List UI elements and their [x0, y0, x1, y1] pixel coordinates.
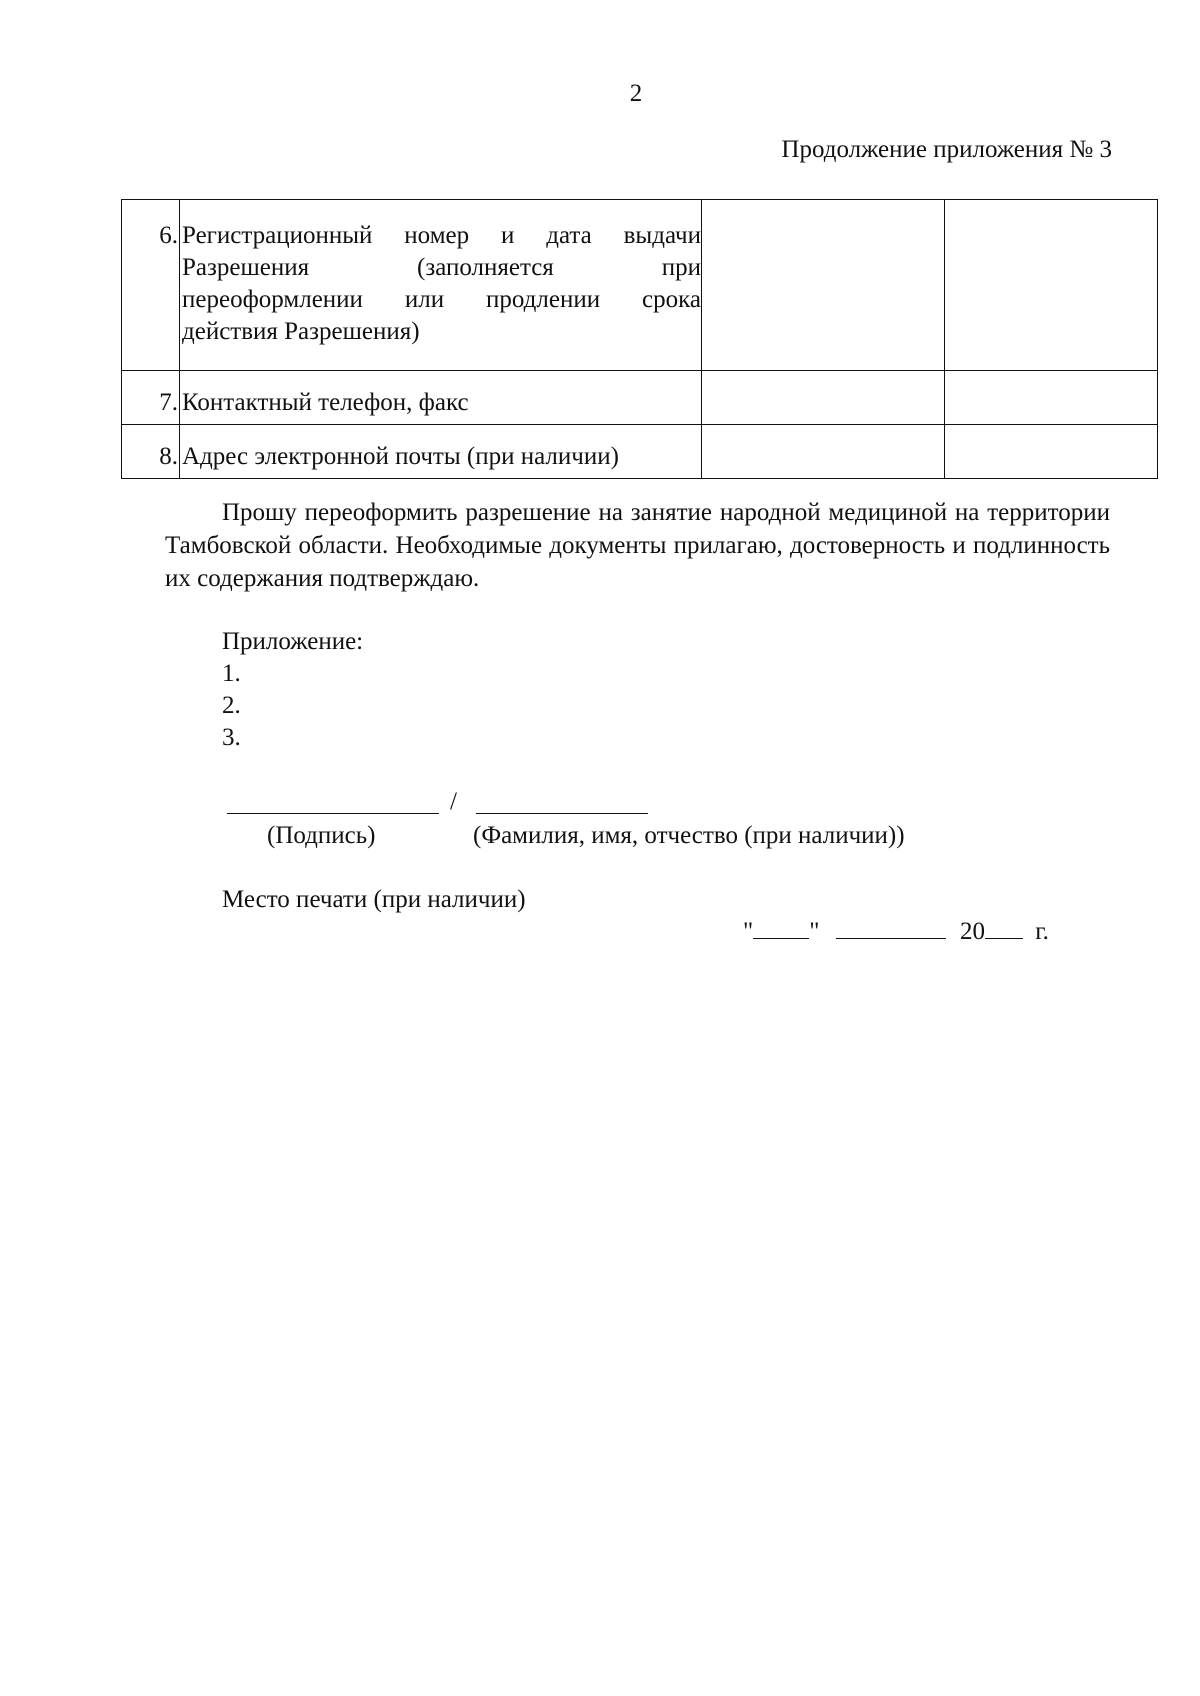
date-line [743, 918, 1049, 946]
date-close-quote: " [809, 918, 820, 945]
attachments-heading: Приложение: [222, 628, 364, 655]
row-value-field[interactable] [702, 425, 945, 479]
signature-separator: / [450, 788, 457, 815]
row-number: 6. [122, 200, 180, 371]
row-label-line: действия Разрешения) [182, 318, 420, 345]
date-year-prefix: 20 [959, 918, 985, 945]
date-year-field[interactable] [985, 918, 1023, 939]
date-day-field[interactable] [753, 918, 809, 939]
row-value-field[interactable] [945, 200, 1158, 371]
row-label [180, 425, 702, 479]
table-row [122, 371, 1158, 425]
date-month-field[interactable] [836, 918, 946, 939]
row-value-field[interactable] [945, 425, 1158, 479]
row-label-line: Адрес электронной почты (при наличии) [182, 443, 619, 470]
attachment-item[interactable]: 1. [222, 660, 241, 687]
row-label [180, 200, 702, 371]
full-name-line[interactable] [476, 813, 648, 814]
attachments-list [222, 626, 363, 754]
row-label-line: Регистрационный номер и дата выдачи [182, 222, 701, 249]
request-paragraph: Прошу переоформить разрешение на занятие народной медициной на территории Тамбовской области. Необходимые документы прилагаю, достоверность и подлинность их содержания подтверждаю. [165, 499, 1110, 592]
row-label-line: переоформлении или продлении срока [182, 286, 701, 313]
table-row [122, 425, 1158, 479]
full-name-caption: (Фамилия, имя, отчество (при наличии)) [473, 822, 905, 849]
row-value-field[interactable] [702, 371, 945, 425]
application-form-table [121, 199, 1158, 479]
row-value-field[interactable] [702, 200, 945, 371]
row-number: 8. [122, 425, 180, 479]
row-label-line: Разрешения (заполняется при [182, 254, 701, 281]
signature-line[interactable] [227, 813, 439, 814]
row-value-field[interactable] [945, 371, 1158, 425]
row-number: 7. [122, 371, 180, 425]
signature-caption: (Подпись) [267, 822, 376, 849]
attachment-item[interactable]: 3. [222, 724, 241, 751]
table-row [122, 200, 1158, 371]
date-year-suffix: г. [1035, 918, 1049, 945]
page-number: 2 [629, 80, 643, 107]
appendix-header: Продолжение приложения № 3 [781, 136, 1112, 163]
row-label [180, 371, 702, 425]
row-label-line: Контактный телефон, факс [182, 389, 469, 416]
attachment-item[interactable]: 2. [222, 692, 241, 719]
date-open-quote: " [743, 918, 754, 945]
stamp-place-label: Место печати (при наличии) [222, 886, 526, 913]
